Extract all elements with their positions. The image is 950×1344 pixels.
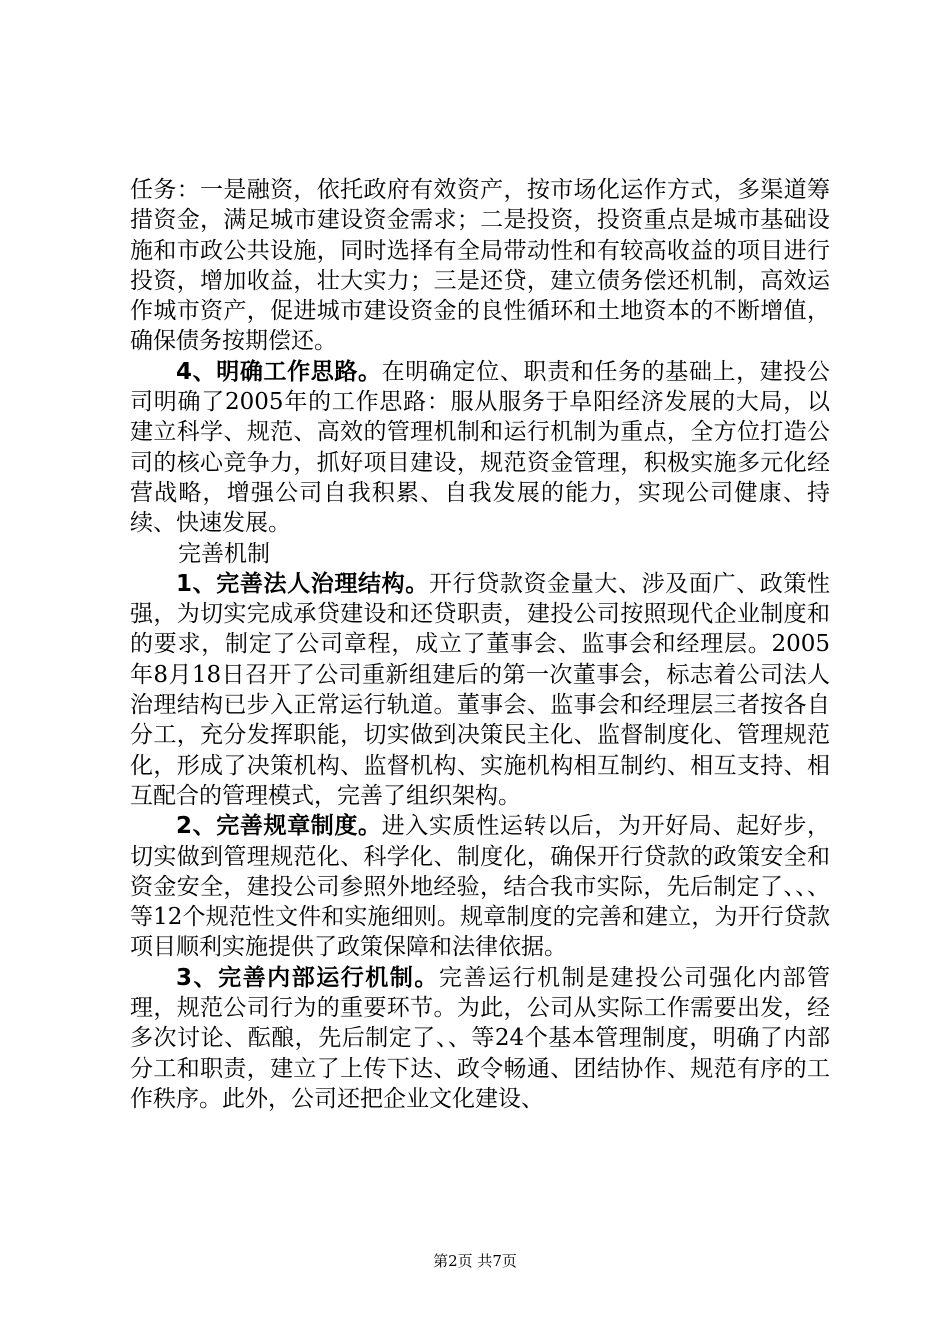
paragraph-text: 进入实质性运转以后，为开好局、起好步，切实做到管理规范化、科学化、制度化，确保开行贷款的政策安全和资金安全，建投公司参照外地经验，结合我市实际，先后制定了、、、等12个规范性文件和实施细则。规章制度的完善和建立，为开行贷款项目顺利实施提供了政策保障和法律依据。 [130,813,830,961]
paragraph-lead: 3、完善内部运行机制。 [176,964,439,991]
paragraph-lead: 1、完善法人治理结构。 [176,570,429,597]
paragraph-governance [130,569,830,811]
paragraph-tasks [130,175,830,357]
paragraph-lead: 2、完善规章制度。 [176,813,382,840]
paragraph-internal-mechanism [130,963,830,1114]
paragraph-lead: 4、明确工作思路。 [176,358,382,385]
paragraph-regulations [130,811,830,962]
paragraph-text: 在明确定位、职责和任务的基础上，建投公司明确了2005年的工作思路：服从服务于阜阳经济发展的大局，以建立科学、规范、高效的管理机制和运行机制为重点，全方位打造公司的核心竞争力，抓好项目建设，规范资金管理，积极实施多元化经营战略，增强公司自我积累、自我发展的能力，实现公司健康、持续、快速发展。 [130,358,830,537]
paragraph-work-ideas [130,357,830,539]
paragraph-text: 任务：一是融资，依托政府有效资产，按市场化运作方式，多渠道筹措资金，满足城市建设资金需求；二是投资，投资重点是城市基础设施和市政公共设施，同时选择有全局带动性和有较高收益的项目进行投资，增加收益，壮大实力；三是还贷，建立债务偿还机制，高效运作城市资产，促进城市建设资金的良性循环和土地资本的不断增值，确保债务按期偿还。 [130,177,830,355]
page-footer [0,1250,950,1271]
section-heading [130,539,830,569]
section-heading-text: 完善机制 [178,540,270,567]
document-body [130,175,830,1114]
page-number: 第2页 共7页 [433,1252,517,1270]
paragraph-text: 开行贷款资金量大、涉及面广、政策性强，为切实完成承贷建设和还贷职责，建投公司按照现代企业制度和的要求，制定了公司章程，成立了董事会、监事会和经理层。2005年8月18日召开了公司重新组建后的第一次董事会，标志着公司法人治理结构已步入正常运行轨道。董事会、监事会和经理层三者按各自分工，充分发挥职能，切实做到决策民主化、监督制度化、管理规范化，形成了决策机构、监督机构、实施机构相互制约、相互支持、相互配合的管理模式，完善了组织架构。 [130,570,831,809]
paragraph-text: 完善运行机制是建投公司强化内部管理，规范公司行为的重要环节。为此，公司从实际工作需要出发，经多次讨论、酝酿，先后制定了、、等24个基本管理制度，明确了内部分工和职责，建立了上传下达、政令畅通、团结协作、规范有序的工作秩序。此外，公司还把企业文化建设、 [130,964,830,1112]
